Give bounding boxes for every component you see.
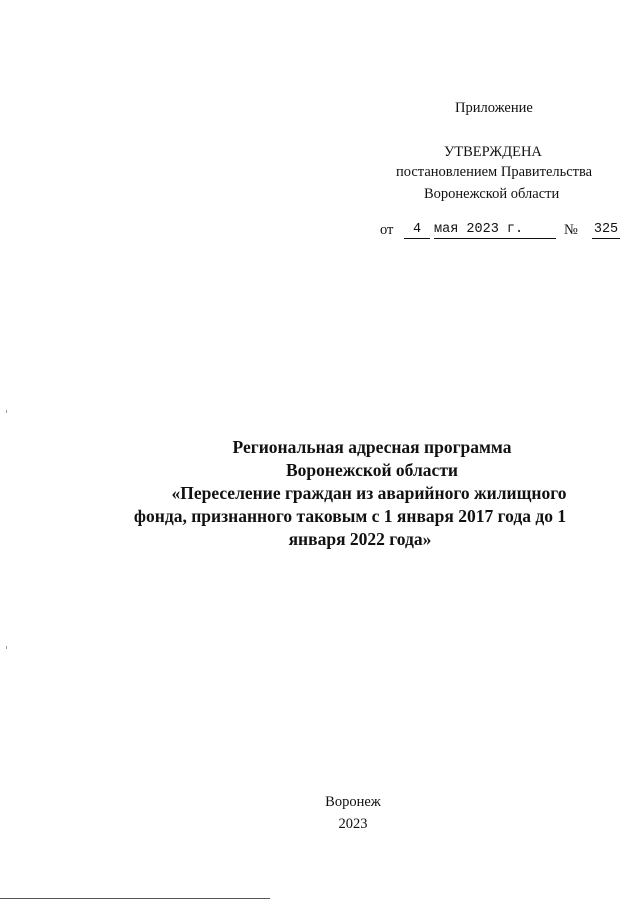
number-sign: №: [564, 222, 578, 238]
title-line-1: Региональная адресная программа: [232, 437, 512, 457]
place-and-year: [290, 791, 416, 835]
year-label: 2023: [338, 816, 368, 832]
title-line-2: Воронежской области: [285, 460, 459, 480]
city-label: Воронеж: [325, 794, 381, 810]
title-line-5: января 2022 года»: [288, 529, 432, 549]
decree-month-year: мая 2023 г.: [434, 222, 556, 239]
appendix-label: Приложение: [455, 100, 533, 116]
scan-edge-mark: [6, 646, 7, 649]
from-label: от: [380, 222, 394, 238]
title-line-4: фонда, признанного таковым с 1 января 2017 года до 1: [133, 506, 567, 526]
title-line-3: «Переселение граждан из аварийного жилищного: [171, 483, 567, 503]
scan-bottom-line: [0, 898, 270, 899]
scan-edge-mark: [6, 410, 7, 413]
decree-label: постановлением Правительства: [396, 164, 593, 180]
approved-label: УТВЕРЖДЕНА: [444, 144, 542, 160]
region-label: Воронежской области: [424, 186, 560, 202]
decree-day: 4: [404, 222, 430, 239]
program-title: [100, 436, 600, 551]
decree-number: 325: [593, 222, 619, 237]
